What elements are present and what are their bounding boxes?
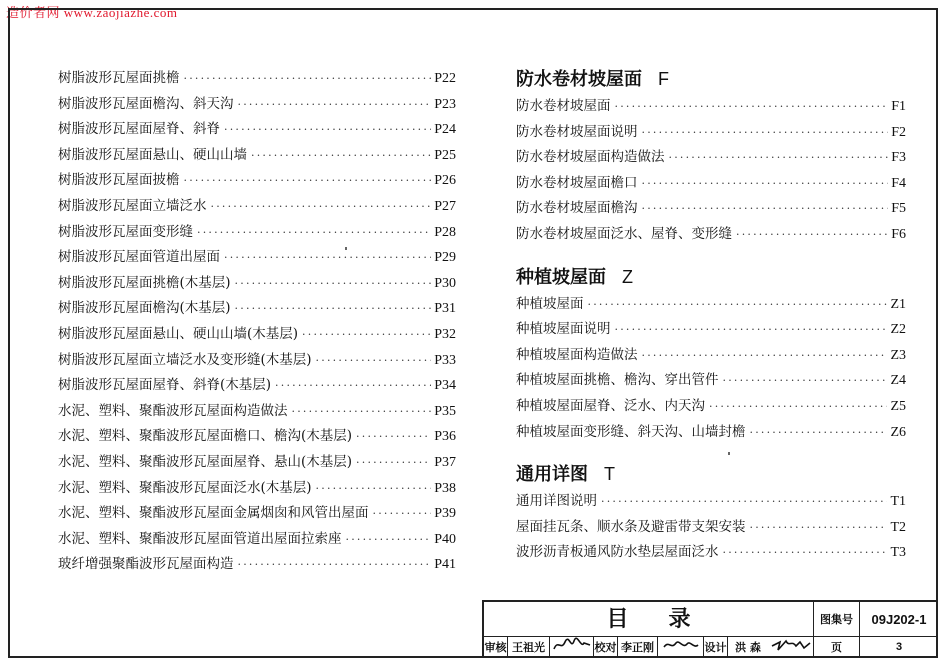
toc-entry [516, 222, 906, 248]
dot-leader [275, 379, 431, 392]
toc-entry-title: 树脂波形瓦屋面管道出屋面 [58, 249, 220, 266]
toc-entry-title: 防水卷材坡屋面檐沟 [516, 200, 638, 217]
atlas-number: 09J202-1 [871, 612, 927, 627]
toc-entry [58, 194, 456, 220]
toc-entry-title: 波形沥青板通风防水垫层屋面泛水 [516, 544, 719, 561]
toc-entry [516, 489, 906, 515]
toc-entry-page: P22 [434, 71, 456, 86]
toc-entry-page: Z4 [890, 373, 906, 389]
toc-entry [58, 527, 456, 553]
toc-entry [58, 143, 456, 169]
toc-entry-title: 屋面挂瓦条、顺水条及避雷带支架安装 [516, 518, 746, 535]
toc-entry [58, 348, 456, 374]
dot-leader [184, 174, 432, 187]
dot-leader [723, 546, 888, 559]
toc-entry-page: P27 [434, 198, 456, 214]
toc-entry-title: 树脂波形瓦屋面立墙泛水 [58, 197, 207, 214]
toc-entry-title: 种植坡屋面变形缝、斜天沟、山墙封檐 [516, 423, 746, 440]
section-heading [516, 64, 906, 94]
toc-entry-page: T2 [890, 519, 906, 535]
section-heading [516, 262, 906, 292]
page-label: 页 [814, 637, 860, 658]
watermark-text: 造价者网 www.zaojiazhe.com [6, 5, 178, 20]
dot-leader [642, 126, 889, 139]
checker-signature [658, 637, 704, 658]
toc-entry-page: Z1 [890, 296, 906, 312]
toc-entry-title: 水泥、塑料、聚酯波形瓦屋面泛水(木基层) [58, 479, 312, 496]
designer-signature [768, 637, 814, 658]
title-block-top-row [484, 602, 938, 637]
dot-leader [184, 72, 432, 85]
toc-entry [58, 552, 456, 578]
toc-entry [58, 271, 456, 297]
toc-entry [58, 296, 456, 322]
toc-entry-title: 树脂波形瓦屋面披檐 [58, 172, 180, 189]
toc-entry [516, 196, 906, 222]
toc-entry-title: 防水卷材坡屋面泛水、屋脊、变形缝 [516, 225, 732, 242]
toc-entry-title: 防水卷材坡屋面说明 [516, 123, 638, 140]
section-gap [516, 248, 906, 262]
toc-entry-page: P31 [434, 301, 456, 317]
toc-entry [516, 120, 906, 146]
dot-leader [736, 228, 888, 241]
toc-entry-page: P33 [434, 352, 456, 368]
toc-entry-title: 水泥、塑料、聚酯波形瓦屋面构造做法 [58, 402, 288, 419]
toc-entry-title: 树脂波形瓦屋面变形缝 [58, 223, 193, 240]
toc-entry [58, 399, 456, 425]
toc-entry [516, 317, 906, 343]
section-heading-text: 种植坡屋面 [516, 266, 606, 288]
scan-speck [728, 452, 730, 455]
toc-entry [516, 368, 906, 394]
toc-entry-title: 水泥、塑料、聚酯波形瓦屋面金属烟囱和风管出屋面 [58, 505, 369, 522]
toc-entry-page: Z3 [890, 347, 906, 363]
toc-entry [516, 394, 906, 420]
toc-entry-title: 树脂波形瓦屋面挑檐(木基层) [58, 274, 231, 291]
toc-entry-title: 树脂波形瓦屋面檐沟(木基层) [58, 300, 231, 317]
toc-entry-page: T1 [890, 494, 906, 510]
toc-entry-page: P35 [434, 403, 456, 419]
dot-leader [238, 98, 432, 111]
dot-leader [316, 482, 432, 495]
dot-leader [302, 328, 431, 341]
checker-name: 李正刚 [618, 637, 658, 658]
toc-entry-page: P23 [434, 96, 456, 112]
dot-leader [356, 456, 431, 469]
toc-entry-page: P34 [434, 378, 456, 394]
toc-entry-title: 种植坡屋面 [516, 295, 584, 312]
toc-entry-page: F3 [891, 150, 906, 166]
toc-entry [516, 540, 906, 566]
dot-leader [235, 302, 432, 315]
toc-entry-page: P24 [434, 122, 456, 138]
toc-entry-title: 树脂波形瓦屋面悬山、硬山山墙 [58, 146, 247, 163]
toc-entry-page: P37 [434, 454, 456, 470]
toc-entry-page: Z5 [890, 398, 906, 414]
toc-entry-title: 防水卷材坡屋面构造做法 [516, 149, 665, 166]
scan-speck [345, 247, 347, 250]
toc-entry [516, 171, 906, 197]
dot-leader [316, 354, 432, 367]
toc-entry-page: Z6 [890, 424, 906, 440]
check-label: 校对 [594, 637, 618, 658]
dot-leader [615, 100, 889, 113]
dot-leader [224, 251, 431, 264]
toc-entry-title: 通用详图说明 [516, 493, 597, 510]
toc-entry-page: T3 [890, 545, 906, 561]
toc-entry-title: 种植坡屋面说明 [516, 321, 611, 338]
section-heading-text: 防水卷材坡屋面 [516, 69, 642, 90]
toc-entry-page: P39 [434, 506, 456, 522]
section-heading-text: 通用详图 [516, 464, 588, 486]
dot-leader [292, 405, 432, 418]
toc-entry-title: 水泥、塑料、聚酯波形瓦屋面檐口、檐沟(木基层) [58, 428, 353, 445]
dot-leader [373, 507, 432, 520]
section-code: F [658, 69, 669, 89]
toc-entry-title: 水泥、塑料、聚酯波形瓦屋面屋脊、悬山(木基层) [58, 453, 353, 470]
toc-entry-page: P36 [434, 429, 456, 445]
dot-leader [356, 430, 431, 443]
dot-leader [642, 202, 889, 215]
toc-entry-title: 树脂波形瓦屋面悬山、硬山山墙(木基层) [58, 325, 299, 342]
toc-entry [516, 292, 906, 318]
dot-leader [238, 558, 432, 571]
toc-entry-page: P38 [434, 480, 456, 496]
toc-entry-title: 种植坡屋面构造做法 [516, 346, 638, 363]
dot-leader [615, 323, 888, 336]
toc-entry-page: P28 [434, 224, 456, 240]
toc-entry [58, 92, 456, 118]
toc-entry-title: 树脂波形瓦屋面屋脊、斜脊 [58, 121, 220, 138]
toc-entry [516, 343, 906, 369]
toc-entry-page: P26 [434, 173, 456, 189]
toc-left-column [58, 66, 456, 578]
title-block [482, 600, 938, 658]
toc-entry-title: 树脂波形瓦屋面挑檐 [58, 70, 180, 86]
toc-entry [516, 94, 906, 120]
dot-leader [750, 521, 888, 534]
dot-leader [197, 226, 431, 239]
dot-leader [346, 533, 432, 546]
toc-entry-page: P40 [434, 531, 456, 547]
toc-entry-page: P25 [434, 147, 456, 163]
reviewer-name: 王祖光 [508, 637, 550, 658]
toc-entry [516, 420, 906, 446]
toc-entry [516, 145, 906, 171]
toc-entry [58, 476, 456, 502]
toc-entry-page: F5 [891, 201, 906, 217]
toc-entry-title: 树脂波形瓦屋面檐沟、斜天沟 [58, 95, 234, 112]
toc-entry [58, 450, 456, 476]
toc-entry-page: F1 [891, 99, 906, 114]
toc-entry-page: P29 [434, 250, 456, 266]
toc-entry [58, 501, 456, 527]
design-label: 设计 [704, 637, 728, 658]
drawing-title: 目录 [484, 602, 814, 637]
toc-entry-title: 种植坡屋面挑檐、檐沟、穿出管件 [516, 372, 719, 389]
dot-leader [224, 123, 431, 136]
toc-entry-title: 树脂波形瓦屋面立墙泛水及变形缝(木基层) [58, 351, 312, 368]
reviewer-signature [550, 637, 594, 658]
dot-leader [723, 374, 888, 387]
toc-entry-page: F4 [891, 175, 906, 191]
toc-entry [58, 117, 456, 143]
toc-entry [58, 66, 456, 92]
dot-leader [642, 349, 888, 362]
section-code: Z [622, 266, 633, 287]
toc-entry-title: 水泥、塑料、聚酯波形瓦屋面管道出屋面拉索座 [58, 530, 342, 547]
toc-entry-title: 树脂波形瓦屋面屋脊、斜脊(木基层) [58, 377, 272, 394]
title-block-sign-row [484, 637, 938, 658]
dot-leader [709, 400, 887, 413]
toc-entry [58, 245, 456, 271]
dot-leader [669, 151, 889, 164]
section-code: T [604, 464, 615, 485]
toc-entry [58, 424, 456, 450]
toc-entry [58, 322, 456, 348]
dot-leader [642, 177, 889, 190]
section-gap [516, 445, 906, 459]
dot-leader [750, 426, 888, 439]
dot-leader [588, 298, 888, 311]
toc-entry-page: F6 [891, 226, 906, 242]
dot-leader [601, 495, 887, 508]
toc-right-column [516, 64, 906, 566]
toc-entry-title: 防水卷材坡屋面檐口 [516, 174, 638, 191]
toc-entry-title: 防水卷材坡屋面 [516, 98, 611, 114]
designer-name: 洪 森 [735, 641, 761, 654]
atlas-number-label: 图集号 [814, 602, 860, 637]
dot-leader [211, 200, 432, 213]
toc-entry [516, 515, 906, 541]
toc-entry [58, 373, 456, 399]
section-heading [516, 459, 906, 489]
toc-entry-page: F2 [891, 124, 906, 140]
toc-entry-title: 种植坡屋面屋脊、泛水、内天沟 [516, 397, 705, 414]
dot-leader [251, 149, 431, 162]
toc-entry-page: Z2 [890, 322, 906, 338]
toc-entry-page: P41 [434, 557, 456, 573]
toc-entry-page: P32 [434, 326, 456, 342]
toc-entry-title: 玻纤增强聚酯波形瓦屋面构造 [58, 556, 234, 573]
toc-entry [58, 168, 456, 194]
dot-leader [235, 277, 432, 290]
page-number: 3 [895, 641, 903, 653]
review-label: 审核 [484, 637, 508, 658]
toc-entry [58, 220, 456, 246]
toc-entry-page: P30 [434, 275, 456, 291]
